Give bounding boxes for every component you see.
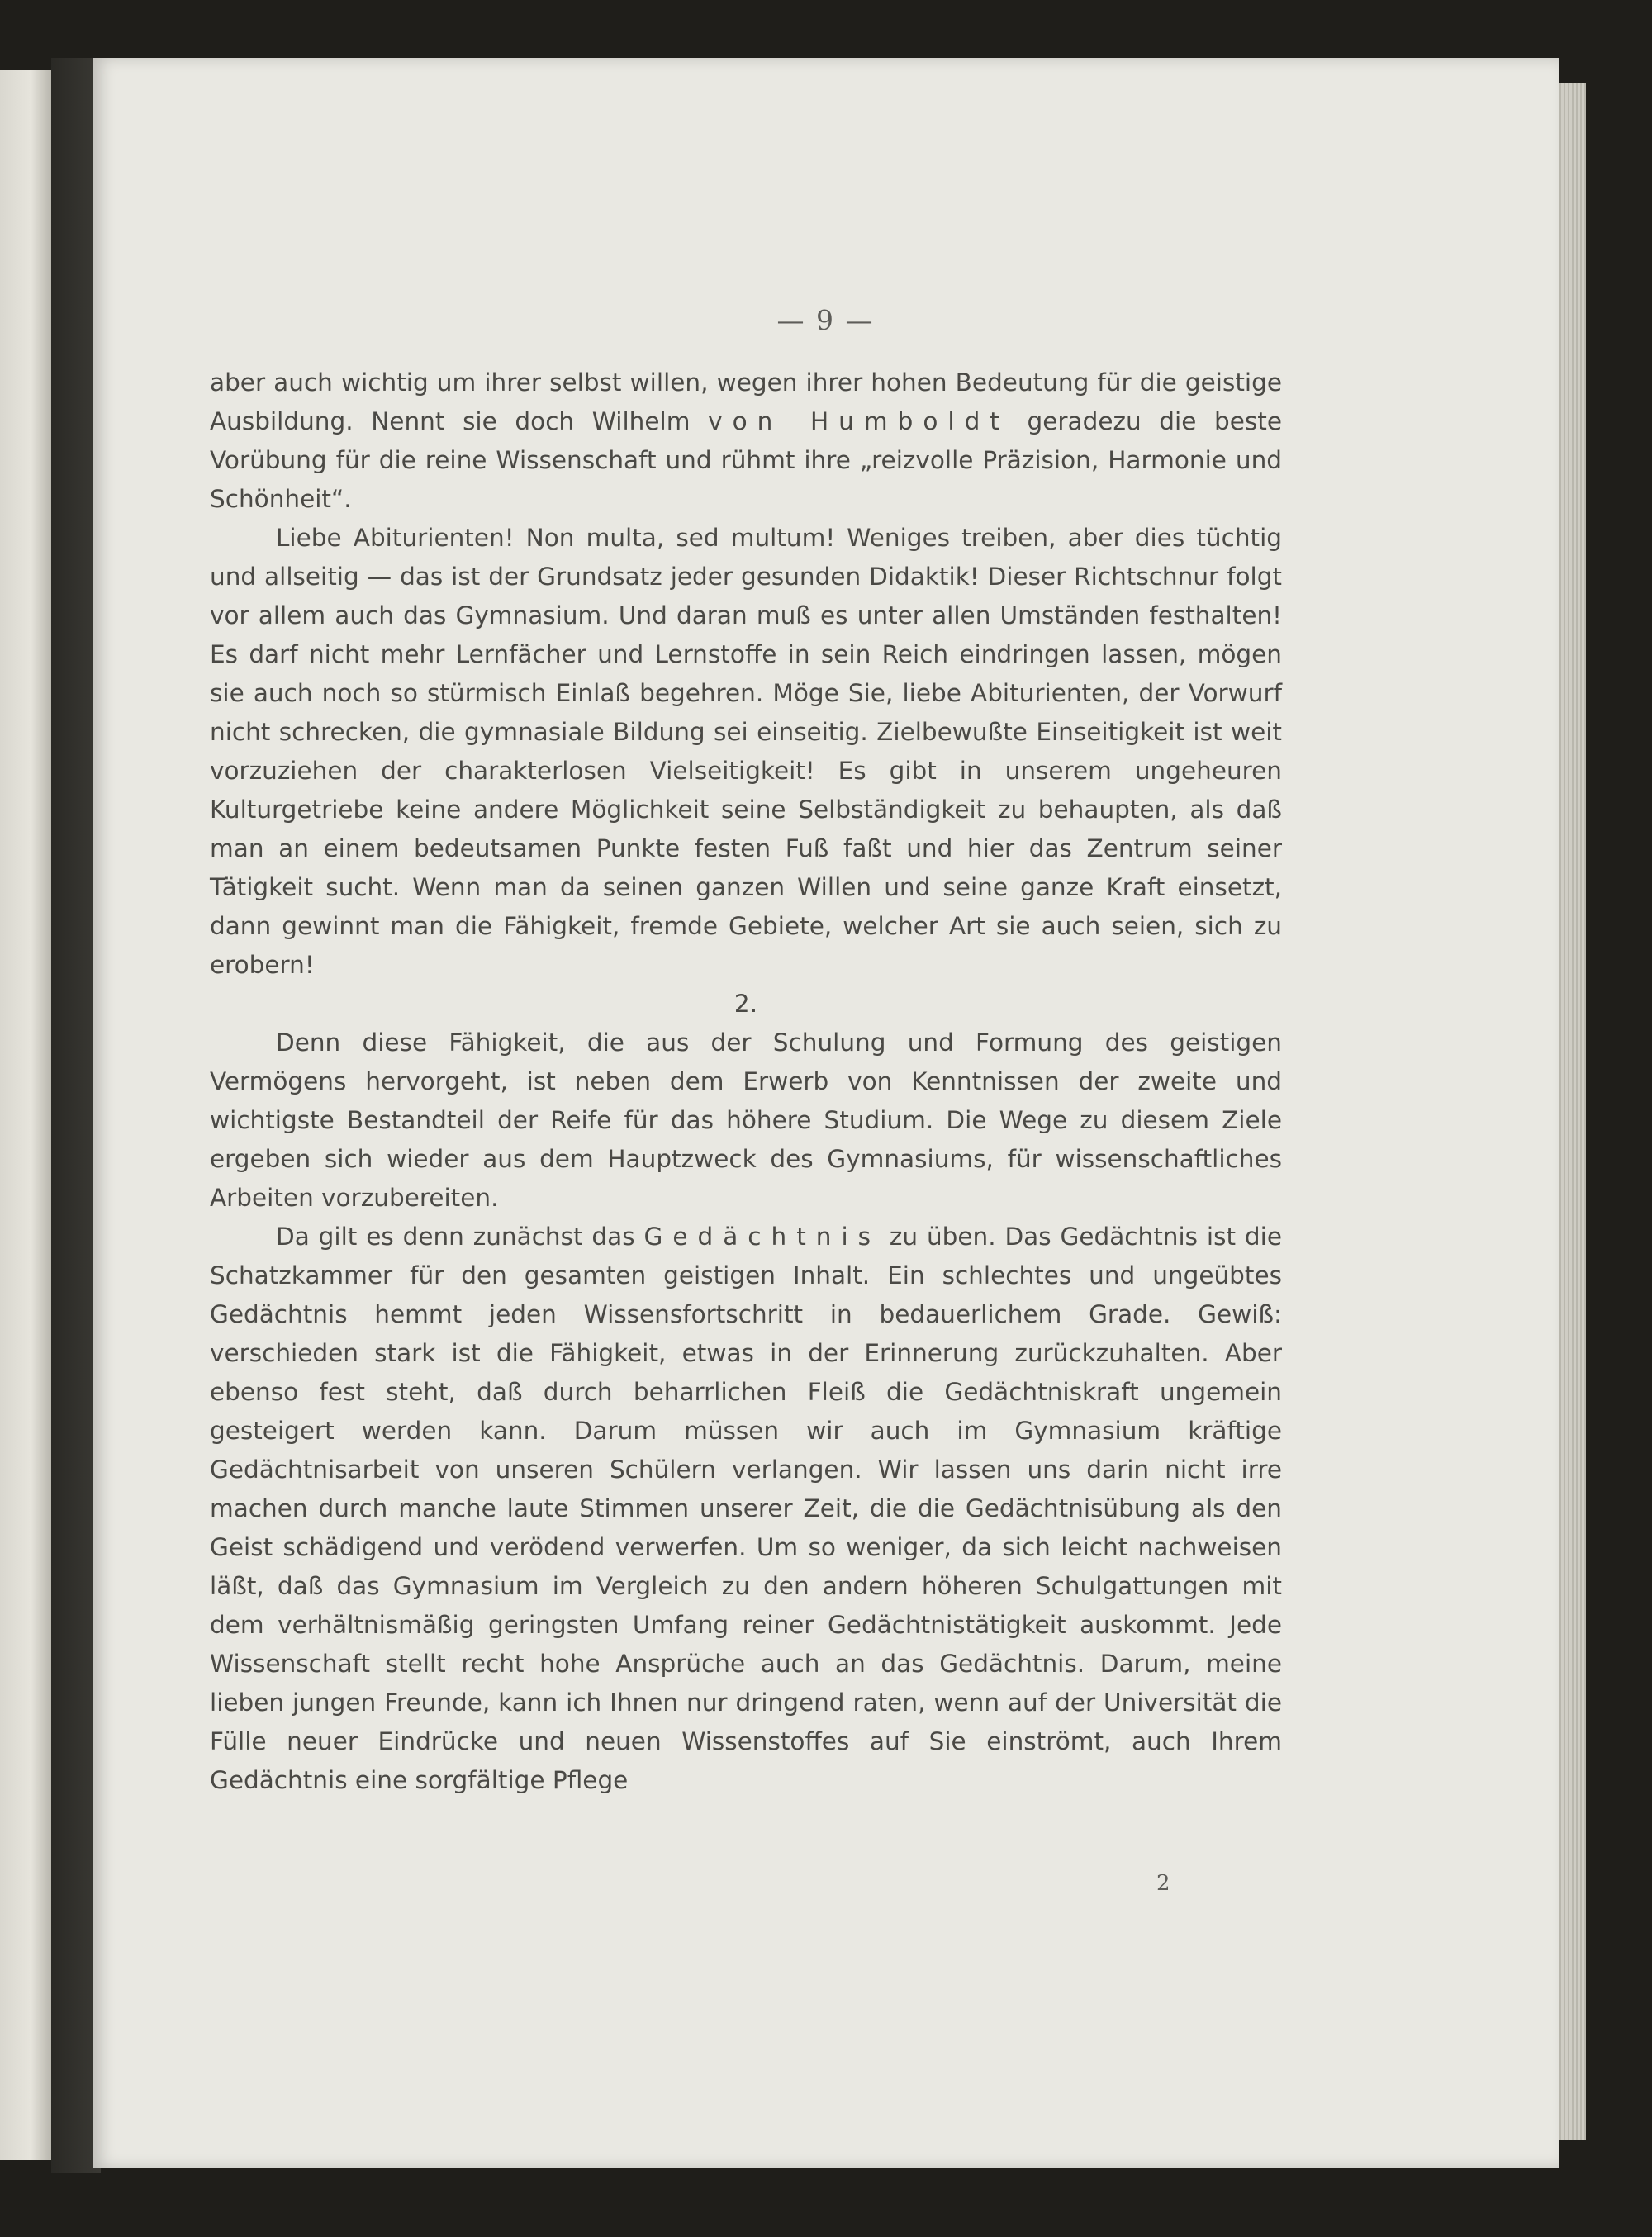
paragraph-4-tail: zu üben. Das Gedächtnis ist die Schatzkammer für den gesamten geistigen Inhalt. Ein schlechtes und ungeübtes Gedächtnis hemmt jeden Wissensfortschritt in bedauerlichem Grade. Gewiß: verschieden stark ist die Fähigkeit, etwas in der Erinnerung zurückzuhalten. Aber ebenso fest steht, daß durch beharrlichen Fleiß die Gedächtniskraft ungemein gesteigert werden kann. Darum müssen wir auch im Gymnasium kräftige Gedächtnisarbeit von unseren Schülern verlangen. Wir lassen uns darin nicht irre machen durch manche laute Stimmen unserer Zeit, die die Gedächtnisübung als den Geist schädigend und verödend verwerfen. Um so weniger, da sich leicht nachweisen läßt, daß das Gymnasium im Vergleich zu den andern höheren Schulgattungen mit dem verhältnismäßig geringsten Umfang reiner Gedächtnistätigkeit auskommt. Jede Wissenschaft stellt recht hohe Ansprüche auch an das Gedächtnis. Darum, meine lieben jungen Freunde, kann ich Ihnen nur dringend raten, wenn auf der Universität die Fülle neuer Eindrücke und neuen Wissenstoffes auf Sie einströmt, auch Ihrem Gedächtnis eine sorgfältige Pflege: [210, 1223, 1282, 1794]
paragraph-1: [210, 363, 1282, 519]
paragraph-4-lead: Da gilt es denn zunächst das: [276, 1223, 644, 1251]
book-page: [93, 58, 1559, 2168]
body-text: [210, 363, 1282, 1800]
paragraph-1-tail: geradezu die beste Vorübung für die reine Wissenschaft und rühmt ihre „reizvolle Präzision, Harmonie und Schönheit“.: [210, 407, 1282, 513]
keyword-spaced: Gedächtnis: [643, 1223, 881, 1251]
paragraph-2: Liebe Abiturienten! Non multa, sed multum! Weniges treiben, aber dies tüchtig und allseitig — das ist der Grundsatz jeder gesunden Didaktik! Dieser Richtschnur folgt vor allem auch das Gymnasium. Und daran muß es unter allen Umständen festhalten! Es darf nicht mehr Lernfächer und Lernstoffe in sein Reich eindringen lassen, mögen sie auch noch so stürmisch Einlaß begehren. Möge Sie, liebe Abiturienten, der Vorwurf nicht schrecken, die gymnasiale Bildung sei einseitig. Zielbewußte Einseitigkeit ist weit vorzuziehen der charakterlosen Vielseitigkeit! Es gibt in unserem ungeheuren Kulturgetriebe keine andere Möglichkeit seine Selbständigkeit zu behaupten, als daß man an einem bedeutsamen Punkte festen Fuß faßt und hier das Zentrum seiner Tätigkeit sucht. Wenn man da seinen ganzen Willen und seine ganze Kraft einsetzt, dann gewinnt man die Fähigkeit, fremde Gebiete, welcher Art sie auch seien, sich zu erobern!: [210, 524, 1282, 979]
paragraph-4: [210, 1218, 1282, 1800]
author-name-spaced: von Humboldt: [708, 407, 1009, 435]
section-number: 2.: [733, 990, 758, 1018]
paragraph-1-lead: aber auch wichtig um ihrer selbst willen, wegen ihrer hohen Bedeutung für die geistige Ausbildung. Nennt sie doch Wilhelm: [210, 368, 1282, 435]
page-header: — 9 —: [776, 304, 875, 336]
paragraph-3: Denn diese Fähigkeit, die aus der Schulung und Formung des geistigen Vermögens hervorgeht, ist neben dem Erwerb von Kenntnissen der zweite und wichtigste Bestandteil der Reife für das höhere Studium. Die Wege zu diesem Ziele ergeben sich wieder aus dem Hauptzweck des Gymnasiums, für wissenschaftliches Arbeiten vorzubereiten.: [210, 1028, 1282, 1212]
signature-mark: 2: [1156, 1871, 1170, 1896]
facing-page-edge: [0, 70, 51, 2160]
